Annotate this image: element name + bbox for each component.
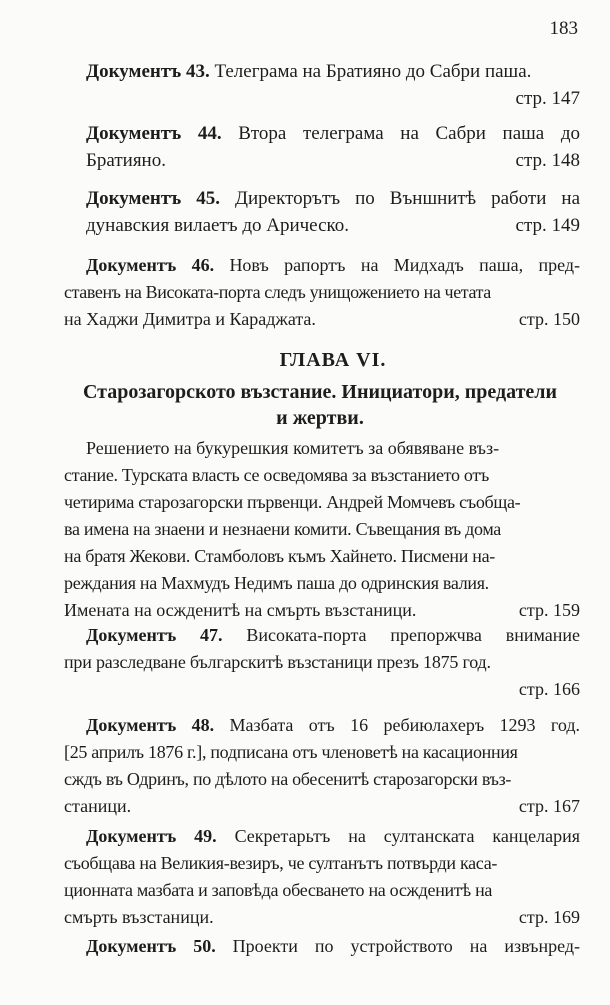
document-entry [64, 622, 580, 703]
page-reference: стр. 149 [515, 215, 580, 236]
page-reference: стр. 167 [518, 796, 580, 816]
page-reference: стр. 147 [515, 88, 580, 109]
document-entry [64, 712, 580, 820]
chapter-title-line: и жертви. [276, 407, 364, 429]
entry-line: Документъ 43. Телеграма на Братияно до Сабри паша. [86, 61, 532, 82]
document-heading: Документъ 44. [86, 123, 222, 144]
document-heading: Документъ 49. [86, 826, 217, 846]
entry-line: дунавския вилаетъ до Арическо. стр. 149 [86, 212, 580, 239]
document-entry [86, 58, 580, 112]
entry-line: Документъ 46. Новъ рапортъ на Мидхадъ паша, пред- [86, 255, 580, 275]
entry-line: смърть възстаници. стр. 169 [64, 904, 580, 931]
entry-line: при разследване българскитѣ възстаници презъ 1875 год. [64, 652, 491, 672]
document-entry [64, 823, 580, 931]
document-heading: Документъ 43. [86, 61, 210, 82]
entry-line: на Хаджи Димитра и Караджата. стр. 150 [64, 306, 580, 333]
chapter-summary [64, 435, 580, 624]
summary-line: стание. Турската власть се осведомява за възстанието отъ [64, 465, 489, 485]
summary-line: реждания на Махмудъ Недимъ паша до одринския валия. [64, 573, 489, 593]
entry-line: Документъ 45. Директорътъ по Външнитѣ работи на [86, 188, 580, 209]
entry-line: съобщава на Великия-везиръ, че султанътъ потвърди каса- [64, 853, 498, 873]
document-heading: Документъ 45. [86, 188, 221, 209]
entry-line: ционната мазбата и заповѣда обесването на осжденитѣ на [64, 880, 493, 900]
summary-line: Решението на букурешкия комитетъ за обявяване въз- [86, 438, 500, 458]
page-reference: стр. 169 [518, 907, 580, 927]
entry-line: Документъ 44. Втора телеграма на Сабри паша до [86, 123, 580, 144]
summary-line: ва имена на знаени и незнаени комити. Съвещания въ дома [64, 519, 501, 539]
entry-line: сждъ въ Одринъ, по дѣлото на обесенитѣ старозагорски въз- [64, 769, 512, 789]
page-reference: стр. 159 [518, 600, 580, 620]
document-heading: Документъ 48. [86, 715, 215, 735]
document-heading: Документъ 46. [86, 255, 215, 275]
chapter-label: ГЛАВА VI. [279, 349, 387, 371]
page-reference: стр. 150 [518, 309, 580, 329]
chapter-title-line: Старозагорското възстание. Инициатори, предатели [82, 381, 558, 403]
entry-line: Братияно. стр. 148 [86, 147, 580, 174]
document-entry [86, 120, 580, 174]
page-reference: стр. 166 [518, 679, 580, 699]
entry-line: [25 априлъ 1876 г.], подписана отъ членоветѣ на касационния [64, 742, 518, 762]
chapter-title [60, 379, 580, 431]
entry-line: ставенъ на Високата-порта следъ унищожението на четата [64, 282, 491, 302]
entry-line: Документъ 47. Високата-порта препоржчва внимание [86, 625, 580, 645]
page-number: 183 [549, 18, 578, 39]
document-heading: Документъ 47. [86, 625, 223, 645]
document-heading: Документъ 50. [86, 936, 216, 956]
page-reference: стр. 148 [515, 150, 580, 171]
entry-line: Документъ 49. Секретарьтъ на султанската канцелария [86, 826, 580, 846]
entry-line: станици. стр. 167 [64, 793, 580, 820]
document-entry [86, 933, 580, 960]
entry-line: Документъ 50. Проекти по устройството на извънред- [86, 936, 580, 956]
document-entry [64, 252, 580, 333]
entry-line: Документъ 48. Мазбата отъ 16 ребиюлахеръ 1293 год. [86, 715, 580, 735]
summary-line: на братя Жекови. Стамболовъ къмъ Хайнето. Писмени на- [64, 546, 495, 566]
summary-line: четирима старозагорски първенци. Андрей Момчевъ съобща- [64, 492, 521, 512]
document-entry [86, 185, 580, 239]
summary-line: Имената на осжденитѣ на смърть възстаници. стр. 159 [64, 597, 580, 624]
